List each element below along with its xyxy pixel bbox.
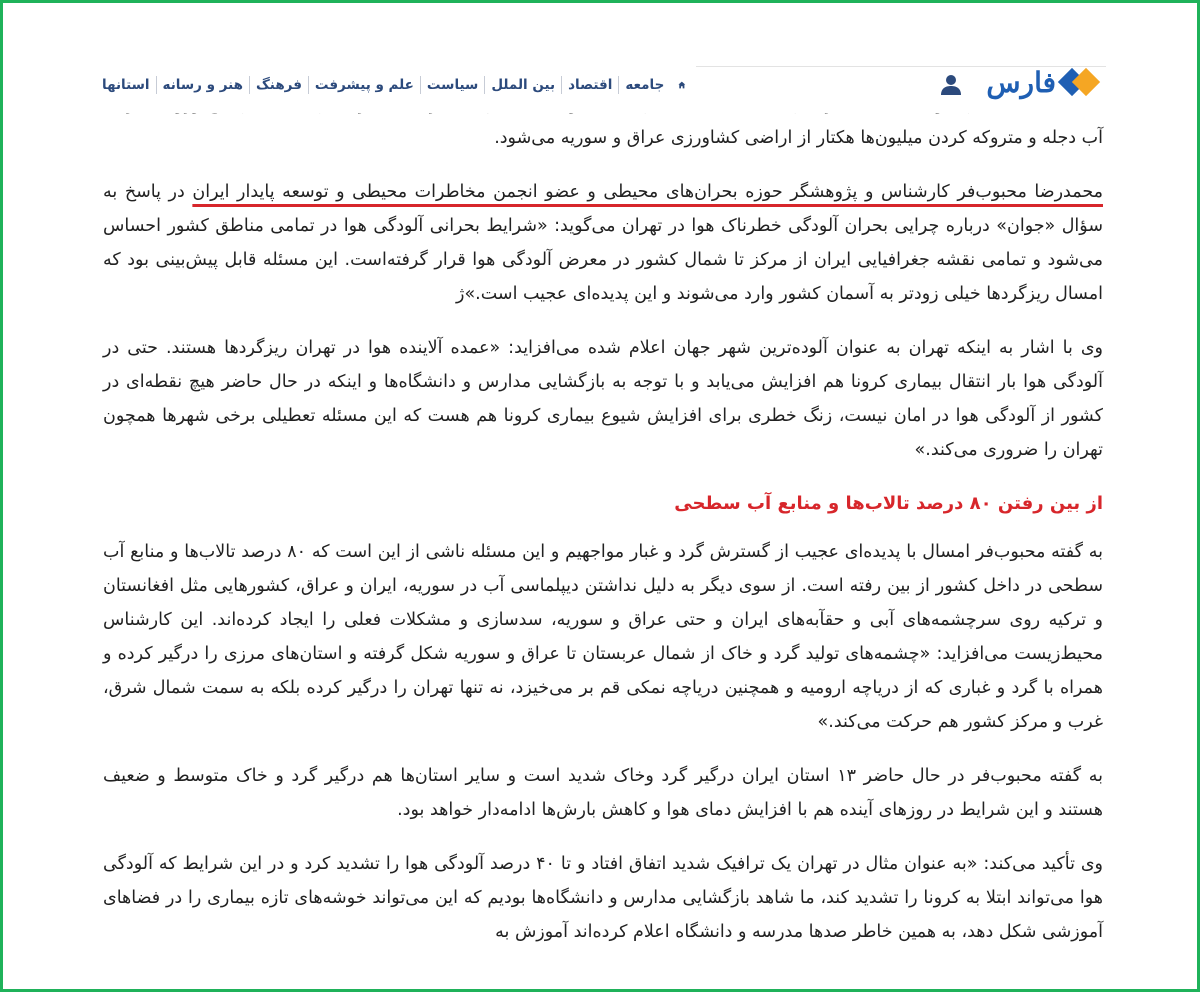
article-paragraph: آب دجله و متروکه کردن میلیون‌ها هکتار از اراضی کشاورزی عراق و سوریه می‌شود. [494, 128, 1103, 148]
nav-item-science[interactable]: علم و پیشرفت [309, 76, 421, 94]
nav-item-society[interactable]: جامعه [625, 77, 665, 93]
nav-item-provinces[interactable]: استانها [96, 76, 157, 94]
article-paragraph: وی با اشار به اینکه تهران به عنوان آلوده‌ترین شهر جهان اعلام شده می‌افزاید: «عمده آلاینده هوا در تهران ریزگردها هستند. حتی در آلودگی هوا بار انتقال بیماری کرونا هم افزایش می‌یابد و با توجه به بازگشایی مدارس و دانشگاه‌ها و اینکه در حال حاضر هیچ نقطه‌ای در کشور از آلودگی هوا در امان نیست، زنگ خطری برای افزایش شیوع بیماری کرونا هم هست که این مسئله تعطیلی برخی شهرها همچون تهران را ضروری می‌کند.» [103, 338, 1103, 460]
nav-item-art-media[interactable]: هنر و رسانه [157, 76, 250, 94]
highlighted-quote-source: محمدرضا محبوب‌فر کارشناس و پژوهشگر حوزه بحران‌های محیطی و عضو انجمن مخاطرات محیطی و توسعه پایدار ایران [192, 182, 1103, 202]
home-icon[interactable] [678, 76, 686, 94]
logo-text: فارس [986, 65, 1056, 99]
logo-diamond-icon [1060, 64, 1100, 100]
site-header [6, 6, 1200, 113]
nav-item-culture[interactable]: فرهنگ [250, 76, 309, 94]
article-paragraph: به گفته محبوب‌فر امسال با پدیده‌ای عجیب از گسترش گرد و غبار مواجهیم و این مسئله ناشی از این است که ۸۰ درصد تالاب‌ها و منابع آب سطحی در داخل کشور از بین رفته است. از سوی دیگر به دلیل نداشتن دیپلماسی آب در سوریه، ایران و عراق، کشورهایی مثل افغانستان و ترکیه روی سرچشمه‌های آبی و حقآبه‌های ایران و حتی عراق و سوریه، سدسازی و مشکلات فعلی را ایجاد کرده‌اند. این کارشناس محیط‌زیست می‌افزاید: «چشمه‌های تولید گرد و خاک از شمال عربستان تا عراق و سوریه شکل گرفته و استان‌های مرزی را درگیر کرده و همراه با گرد و غباری که از دریاچه ارومیه و همچنین دریاچه نمکی قم بر می‌خیزد، نه تنها تهران را درگیر کرده بلکه به سمت شمال شرق، غرب و مرکز کشور هم حرکت می‌کند.» [103, 542, 1104, 732]
article-paragraph: به گفته محبوب‌فر در حال حاضر ۱۳ استان ایران درگیر گرد وخاک شدید است و سایر استان‌ها هم درگیر گرد و خاک متوسط و ضعیف هستند و این شرایط در روزهای آینده هم با افزایش دمای هوا و کاهش بارش‌ها ادامه‌دار خواهد بود. [103, 766, 1103, 820]
site-logo[interactable] [986, 62, 1100, 102]
nav-item-international[interactable]: بین الملل [485, 76, 562, 94]
main-navigation [96, 68, 686, 102]
section-heading: از بین رفتن ۸۰ درصد تالاب‌ها و منابع آب سطحی [674, 493, 1103, 514]
article-paragraph: وی تأکید می‌کند: «به عنوان مثال در تهران یک ترافیک شدید اتفاق افتاد و تا ۴۰ درصد آلودگی هوا را تشدید کرد و در این شرایط که آلودگی هوا می‌تواند ابتلا به کرونا را تشدید کند، ما شاهد بازگشایی مدارس و دانشگاه‌ها بودیم که این می‌تواند خوشه‌های تازه بیماری را در فضاهای آموزشی شکل دهد، به همین خاطر صدها مدرسه و دانشگاه اعلام کرده‌اند آموزش به [103, 854, 1103, 942]
nav-item-economy[interactable]: اقتصاد [562, 76, 619, 94]
user-icon[interactable] [940, 74, 962, 96]
article-body [103, 103, 1103, 969]
nav-item-politics[interactable]: سیاست [421, 76, 485, 94]
paragraph-text: در پاسخ به سؤال «جوان» درباره چرایی بحران آلودگی خطرناک هوا در تهران می‌گوید: «شرایط بحرانی آلودگی هوا در تمامی مناطق کشور احساس می‌شود و تمامی نقشه جغرافیایی ایران از مرکز تا شمال کشور در معرض آلودگی هوا قرار گرفته‌است. این مسئله قابل پیش‌بینی بود که امسال ریزگردها خیلی زودتر به آسمان کشور وارد می‌شوند و این پدیده‌ای عجیب است.»ژ [103, 182, 1103, 304]
article-paragraph [103, 175, 1103, 311]
